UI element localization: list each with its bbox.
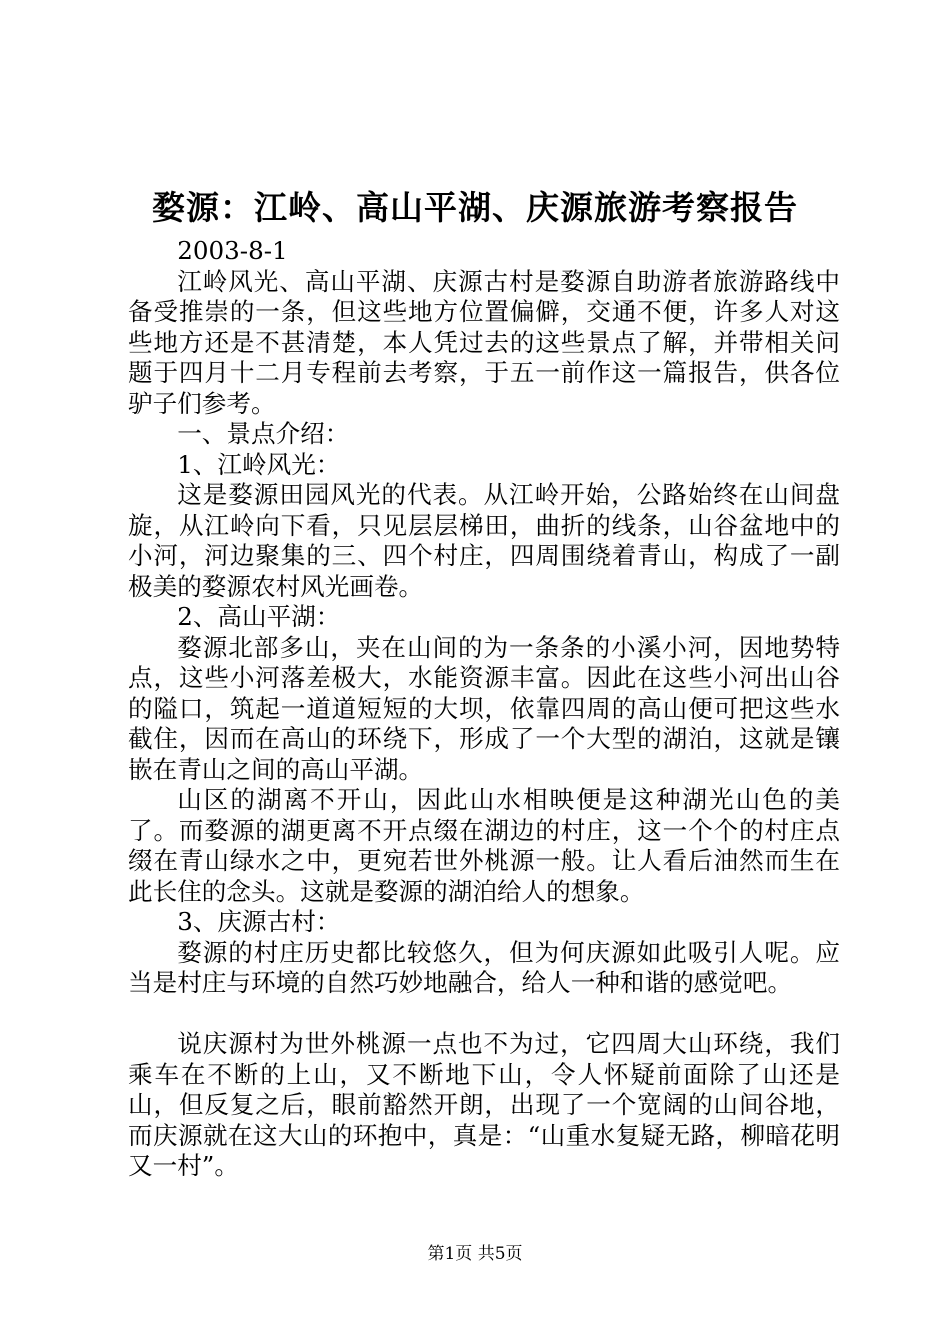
paragraph: 说庆源村为世外桃源一点也不为过，它四周大山环绕，我们乘车在不断的上山，又不断地下山，令人怀疑前面除了山还是山，但反复之后，眼前豁然开朗，出现了一个宽阔的山间谷地，而庆源就在这大山的环抱中，真是：“山重水复疑无路，柳暗花明又一村”。 — [128, 1029, 840, 1180]
paragraph: 婺源的村庄历史都比较悠久，但为何庆源如此吸引人呢。应当是村庄与环境的自然巧妙地融合，给人一种和谐的感觉吧。 — [128, 937, 840, 997]
section-heading: 一、景点介绍： — [177, 419, 350, 448]
blank-line — [128, 999, 840, 1030]
document-body — [128, 236, 840, 1182]
paragraph: 婺源北部多山，夹在山间的为一条条的小溪小河，因地势特点，这些小河落差极大，水能资源丰富。因此在这些小河出山谷的隘口，筑起一道道短短的大坝，依靠四周的高山便可把这些水截住，因而在高山的环绕下，形成了一个大型的湖泊，这就是镶嵌在青山之间的高山平湖。 — [128, 632, 840, 784]
paragraph: 山区的湖离不开山，因此山水相映便是这种湖光山色的美了。而婺源的湖更离不开点缀在湖边的村庄，这一个个的村庄点缀在青山绿水之中，更宛若世外桃源一般。让人看后油然而生在此长住的念头。这就是婺源的湖泊给人的想象。 — [128, 785, 840, 906]
date-line: 2003-8-1 — [177, 236, 288, 265]
subsection-heading: 2、高山平湖： — [177, 602, 341, 631]
paragraph: 这是婺源田园风光的代表。从江岭开始，公路始终在山间盘旋，从江岭向下看，只见层层梯田，曲折的线条，山谷盆地中的小河，河边聚集的三、四个村庄，四周围绕着青山，构成了一副极美的婺源农村风光画卷。 — [128, 480, 840, 601]
document-title: 婺源：江岭、高山平湖、庆源旅游考察报告 — [152, 188, 798, 227]
page-footer: 第1页 共5页 — [427, 1244, 523, 1264]
subsection-heading: 3、庆源古村： — [177, 907, 341, 936]
subsection-heading: 1、江岭风光： — [177, 449, 341, 479]
intro-paragraph: 江岭风光、高山平湖、庆源古村是婺源自助游者旅游路线中备受推崇的一条，但这些地方位置偏僻，交通不便，许多人对这些地方还是不甚清楚，本人凭过去的这些景点了解，并带相关问题于四月十二月专程前去考察，于五一前作这一篇报告，供各位驴子们参考。 — [128, 266, 840, 418]
